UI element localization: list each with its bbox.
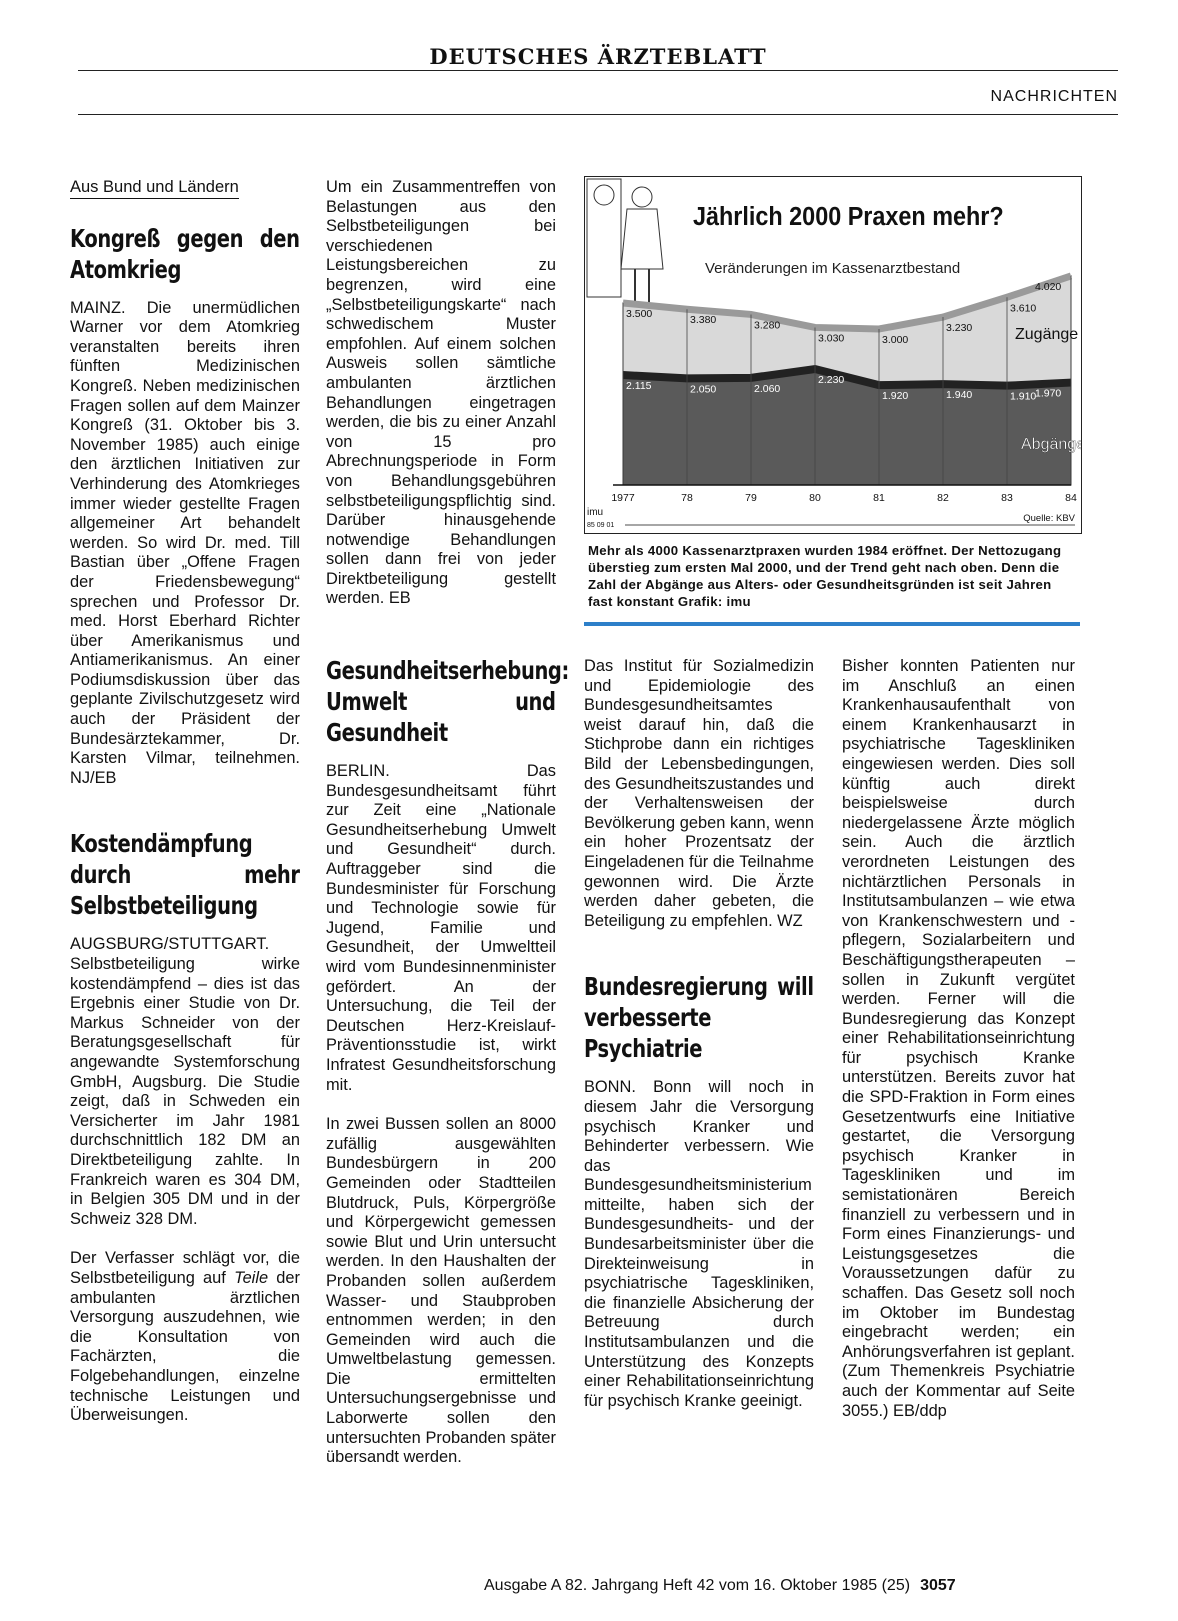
masthead: DEUTSCHES ÄRZTEBLATT <box>429 44 767 69</box>
x-tick-label: 1977 <box>611 492 635 504</box>
article-gesundheitserhebung-p2: In zwei Bussen sollen an 8000 zufällig ausgewählten Bundesbürgern in 200 Gemeinden oder Stadtteilen Blutdruck, Puls, Körpergröße und Körpergewicht gemessen sowie Blut und Urin untersucht werden. In den Haushalten der Probanden sollen außerdem Wasser- und Staubproben entnommen werden; in den Gemeinden wird auch die Umweltbelastung gemessen. Die ermittelten Untersuchungsergebnisse und Laborwerte sollen den untersuchten Probanden später übersandt werden. <box>326 1115 556 1467</box>
data-label-zugaenge: 3.030 <box>818 332 845 345</box>
article-kostendaempfung-p1: AUGSBURG/STUTTGART. Selbstbeteiligung wirke kostendämpfend – dies ist das Ergebnis einer Studie von Dr. Markus Schneider von der Beratungsgesellschaft für angewandte Systemforschung GmbH, Augsburg. Die Studie zeigt, daß in Schweden ein Versicherter im Jahr 1981 durchschnittlich 182 DM an Direktbeteiligung zahlte. In Frankreich waren es 304 DM, in Belgien 305 DM und in der Schweiz 328 DM. <box>70 935 300 1228</box>
chart-subtitle: Veränderungen im Kassenarztbestand <box>705 260 961 277</box>
chart-credit: imu <box>587 507 604 518</box>
column-4 <box>842 657 1075 1421</box>
x-tick-label: 81 <box>873 492 885 504</box>
data-label-abgaenge: 1.920 <box>882 390 909 403</box>
text-segment: der ambulanten ärztlichen Versorgung auszudehnen, wie die Konsultation von Fachärzten, die Folgebehandlungen, einzelne technische Leistungen und Überweisungen. <box>70 1268 300 1425</box>
section-label: NACHRICHTEN <box>990 88 1118 105</box>
article-atomkrieg-body: MAINZ. Die unermüdlichen Warner vor dem Atomkrieg veranstalten bereits ihren fünften Medizinischen Kongreß. Neben medizinischen Fragen sollen auf dem Mainzer Kongreß (31. Oktober bis 3. November 1985) auch einige den ärztlichen Initiativen zur Verhinderung des Atomkrieges immer wieder gestellte Fragen allgemeiner Art behandelt werden. So wird Dr. med. Till Bastian über „Offene Fragen der Friedensbewegung“ sprechen und Professor Dr. med. Horst Eberhard Richter über Amerikanismus und Antiamerikanismus. An einer Podiumsdiskussion über das geplante Zivilschutzgesetz wird auch der Präsident der Bundesärztekammer, Dr. Karsten Vilmar, teilnehmen. NJ/EB <box>70 298 300 787</box>
article-psychiatrie-body: BONN. Bonn will noch in diesem Jahr die Versorgung psychisch Kranker und Behinderter verbessern. Wie das Bundesgesundheitsministerium mitteilte, haben sich der Bundesgesundheits- und der Bundesarbeitsminister über die Direkteinweisung in psychiatrische Tageskliniken, die finanzielle Absicherung der Betreuung durch Institutsambulanzen und die Unterstützung des Konzepts einer Rehabilitationseinrichtung für psychisch Kranke geeinigt. <box>584 1078 814 1410</box>
accent-rule <box>584 622 1080 626</box>
page-footer <box>484 1577 956 1595</box>
headline-gesundheitserhebung: Gesundheitserhebung: Umwelt und Gesundheit <box>326 656 569 748</box>
article-gesundheitserhebung-p1: BERLIN. Das Bundesgesundheitsamt führt zur Zeit eine „Nationale Gesundheitserhebung Umwelt und Gesundheit“ durch. Auftraggeber sind die Bundesminister für Forschung und Technologie sowie für Jugend, Familie und Gesundheit, der Umweltteil wird vom Bundesinnenminister gefördert. An der Untersuchung, die Teil der Deutschen Herz-Kreislauf-Präventionsstudie ist, wirkt Infratest Gesundheitsforschung mit. <box>326 762 556 1094</box>
kicker: Aus Bund und Ländern <box>70 178 239 199</box>
data-label-zugaenge: 3.230 <box>946 322 973 335</box>
chart-svg <box>585 177 1081 533</box>
headline-atomkrieg: Kongreß gegen den Atomkrieg <box>70 223 300 284</box>
series-label-zugaenge: Zugänge <box>1015 326 1079 343</box>
chart-figure <box>584 176 1082 534</box>
data-label-abgaenge: 2.115 <box>626 380 652 393</box>
data-label-zugaenge: 4.020 <box>1035 280 1062 293</box>
emphasis: Teile <box>234 1268 269 1287</box>
x-tick-label: 78 <box>681 492 693 504</box>
x-tick-label: 84 <box>1065 492 1077 504</box>
x-tick-label: 83 <box>1001 492 1013 504</box>
data-label-zugaenge: 3.500 <box>626 308 653 320</box>
series-label-abgaenge: Abgänge <box>1021 436 1081 453</box>
x-tick-label: 79 <box>745 492 757 504</box>
chart-credit-code: 85 09 01 <box>587 522 615 529</box>
masthead-rule <box>78 70 1118 71</box>
headline-psychiatrie: Bundesregierung will verbesserte Psychiatrie <box>584 972 814 1064</box>
data-label-abgaenge: 2.060 <box>754 382 781 395</box>
column-1 <box>70 178 300 1426</box>
data-label-zugaenge: 3.380 <box>690 314 717 327</box>
data-label-abgaenge: 1.910 <box>1010 390 1037 403</box>
headline-kostendaempfung: Kostendämpfung durch mehr Selbstbeteiligung <box>70 829 300 921</box>
article-psychiatrie-cont: Bisher konnten Patienten nur im Anschluß an einen Krankenhausaufenthalt von einem Krankenhausarzt in psychiatrische Tageskliniken eingewiesen werden. Dies soll künftig auch direkt beispielsweise durch niedergelassene Ärzte möglich sein. Auch die ärztlich verordneten Leistungen des nichtärztlichen Personals in Institutsambulanzen – wie etwa von Krankenschwestern und -pflegern, Sozialarbeitern und Beschäftigungstherapeuten – sollen in Zukunft vergütet werden. Ferner will die Bundesregierung das Konzept einer Rehabilitationseinrichtung für psychisch Kranke unterstützen. Bereits zuvor hat die SPD-Fraktion in Form eines Gesetzentwurfs eine Initiative gestartet, die Versorgung psychisch Kranker in Tageskliniken und im semistationären Bereich finanziell zu verbessern und in Form eines Finanzierungs- und Leistungsgesetzes die Voraussetzungen dafür zu schaffen. Das Gesetz soll noch im Oktober im Bundestag eingebracht werden; ein Anhörungsverfahren ist geplant. (Zum Themenkreis Psychiatrie auch der Kommentar auf Seite 3055.) EB/ddp <box>842 657 1075 1420</box>
chart-source: Quelle: KBV <box>1023 513 1075 524</box>
data-label-zugaenge: 3.610 <box>1010 302 1037 315</box>
data-label-abgaenge: 1.970 <box>1035 387 1062 400</box>
issue-info: Ausgabe A 82. Jahrgang Heft 42 vom 16. Oktober 1985 (25) <box>484 1577 911 1594</box>
person-head-icon <box>594 185 614 205</box>
person-head-icon <box>632 187 652 207</box>
article-gesundheitserhebung-cont: Das Institut für Sozialmedizin und Epidemiologie des Bundesgesundheitsamtes weist darauf hin, daß die Stichprobe dann ein richtiges Bild der Lebensbedingungen, des Gesundheitszustandes und der Verhaltensweisen der Bevölkerung geben kann, wenn ein hoher Prozentsatz der Eingeladenen für die Teilnahme gewonnen wird. Die Ärzte werden daher gebeten, die Beteiligung zu empfehlen. WZ <box>584 657 814 930</box>
article-kostendaempfung-cont: Um ein Zusammentreffen von Belastungen aus den Selbstbeteiligungen bei verschiedenen Leistungsbereichen zu begrenzen, wird eine „Selbstbeteiligungskarte“ nach schwedischem Muster empfohlen. Auf einem solchen Ausweis sollen sämtliche ambulanten ärztlichen Behandlungen eingetragen werden, die bis zu einer Anzahl von 15 pro Abrechnungsperiode in Form von Behandlungsgebühren selbstbeteiligungspflichtig sind. Darüber hinausgehende notwendige Behandlungen sollen dann frei von jeder Direktbeteiligung gestellt werden. EB <box>326 178 556 608</box>
chart-title: Jährlich 2000 Praxen mehr? <box>693 202 1004 232</box>
data-label-abgaenge: 2.230 <box>818 374 845 387</box>
section-rule <box>78 114 1118 115</box>
column-3 <box>584 657 814 1411</box>
x-tick-label: 82 <box>937 492 949 504</box>
article-kostendaempfung-p2 <box>70 1249 300 1425</box>
chart-caption: Mehr als 4000 Kassenarztpraxen wurden 1984 eröffnet. Der Nettozugang überstieg zum ersten Mal 2000, und der Trend geht nach oben. Denn die Zahl der Abgänge aus Alters- oder Gesundheitsgründen ist seit Jahren fast konstant Grafik: imu <box>588 543 1062 609</box>
data-label-zugaenge: 3.000 <box>882 334 909 346</box>
text-segment: Der Verfasser schlägt vor, die Selbstbeteiligung auf <box>70 1249 300 1287</box>
page-number: 3057 <box>920 1577 956 1594</box>
column-2 <box>326 178 569 1468</box>
data-label-abgaenge: 1.940 <box>946 389 973 402</box>
x-tick-label: 80 <box>809 492 821 504</box>
data-label-zugaenge: 3.280 <box>754 319 781 332</box>
person-dress-icon <box>621 209 663 269</box>
data-label-abgaenge: 2.050 <box>690 383 717 396</box>
